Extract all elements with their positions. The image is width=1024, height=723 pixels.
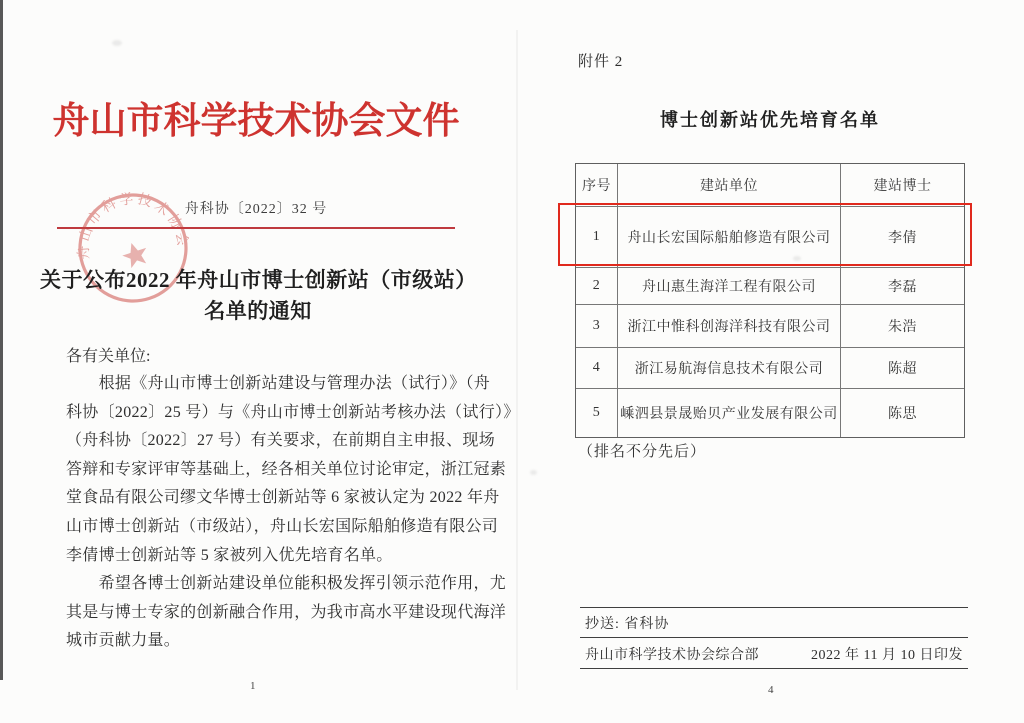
rank-note: （排名不分先后） bbox=[578, 444, 707, 460]
cc-row: 抄送: 省科协 bbox=[585, 617, 670, 632]
doctor-cell: 陈超 bbox=[888, 362, 917, 377]
unit-cell: 舟山长宏国际船舶修造有限公司 bbox=[618, 207, 841, 267]
table-title: 博士创新站优先培育名单 bbox=[660, 110, 880, 130]
scan-speck bbox=[112, 40, 122, 46]
issuer-row bbox=[585, 644, 963, 664]
salutation: 各有关单位: bbox=[66, 348, 151, 365]
unit-cell: 舟山惠生海洋工程有限公司 bbox=[618, 268, 841, 304]
page-number-left: 1 bbox=[250, 680, 256, 692]
footer-line-middle bbox=[580, 637, 968, 638]
body-line: 堂食品有限公司缪文华博士创新站等 6 家被认定为 2022 年舟 bbox=[66, 489, 500, 507]
document-title-line1: 关于公布2022 年舟山市博士创新站（市级站） bbox=[40, 268, 477, 292]
print-date: 2022 年 11 月 10 日印发 bbox=[811, 648, 963, 663]
header-no-cell: 序号 bbox=[576, 164, 618, 206]
body-line: 山市博士创新站（市级站），舟山长宏国际船舶修造有限公司 bbox=[66, 517, 499, 535]
document-title bbox=[40, 265, 476, 327]
document-header: 舟山市科学技术协会文件 bbox=[52, 101, 460, 142]
table-row bbox=[576, 348, 964, 389]
body-line: 希望各博士创新站建设单位能积极发挥引领示范作用，尤 bbox=[66, 575, 507, 593]
issuer-name: 舟山市科学技术协会综合部 bbox=[585, 648, 759, 663]
document-title-line2: 名单的通知 bbox=[204, 299, 312, 323]
scan-speck bbox=[530, 470, 537, 475]
doctor-cell: 李磊 bbox=[888, 280, 917, 295]
table-row bbox=[576, 305, 964, 348]
unit-cell: 浙江易航海信息技术有限公司 bbox=[618, 348, 841, 388]
doctor-cell: 朱浩 bbox=[888, 320, 917, 335]
unit-cell: 浙江中惟科创海洋科技有限公司 bbox=[618, 305, 841, 347]
seal-text: 舟山市科学技术协会 bbox=[76, 191, 190, 260]
table-row bbox=[576, 389, 964, 437]
header-unit-cell: 建站单位 bbox=[618, 164, 841, 206]
body-line: 科协〔2022〕25 号）与《舟山市博士创新站考核办法（试行）》 bbox=[66, 403, 520, 421]
no-cell: 3 bbox=[576, 305, 618, 347]
table-row bbox=[576, 268, 964, 305]
body-line: 其是与博士专家的创新融合作用，为我市高水平建设现代海洋 bbox=[66, 603, 507, 621]
scan-edge-artifact bbox=[0, 0, 3, 680]
doctor-cell: 李倩 bbox=[888, 231, 917, 246]
document-body bbox=[66, 370, 520, 656]
table-header-row bbox=[576, 164, 964, 207]
doctor-cell: 陈思 bbox=[888, 407, 917, 422]
no-cell: 2 bbox=[576, 268, 618, 304]
footer-line-bottom bbox=[580, 668, 968, 669]
body-line: 根据《舟山市博士创新站建设与管理办法（试行）》（舟 bbox=[66, 375, 491, 392]
body-line: 李倩博士创新站等 5 家被列入优先培育名单。 bbox=[66, 546, 393, 564]
document-number: 舟科协〔2022〕32 号 bbox=[184, 202, 328, 217]
page-number-right: 4 bbox=[768, 684, 774, 696]
body-line: 答辩和专家评审等基础上，经各相关单位讨论审定，浙江冠素 bbox=[66, 460, 507, 478]
no-cell: 4 bbox=[576, 348, 618, 388]
body-line: （舟科协〔2022〕27 号）有关要求，在前期自主申报、现场 bbox=[66, 432, 496, 450]
body-line: 城市贡献力量。 bbox=[66, 632, 181, 650]
red-highlight-annotation bbox=[558, 203, 972, 266]
no-cell: 5 bbox=[576, 389, 618, 437]
page-seam bbox=[516, 30, 518, 690]
unit-cell: 嵊泗县景晟贻贝产业发展有限公司 bbox=[618, 389, 841, 437]
no-cell: 1 bbox=[576, 207, 618, 267]
attachment-label: 附件 2 bbox=[578, 54, 624, 70]
footer-line-top bbox=[580, 607, 968, 608]
header-doctor-cell: 建站博士 bbox=[873, 179, 932, 194]
